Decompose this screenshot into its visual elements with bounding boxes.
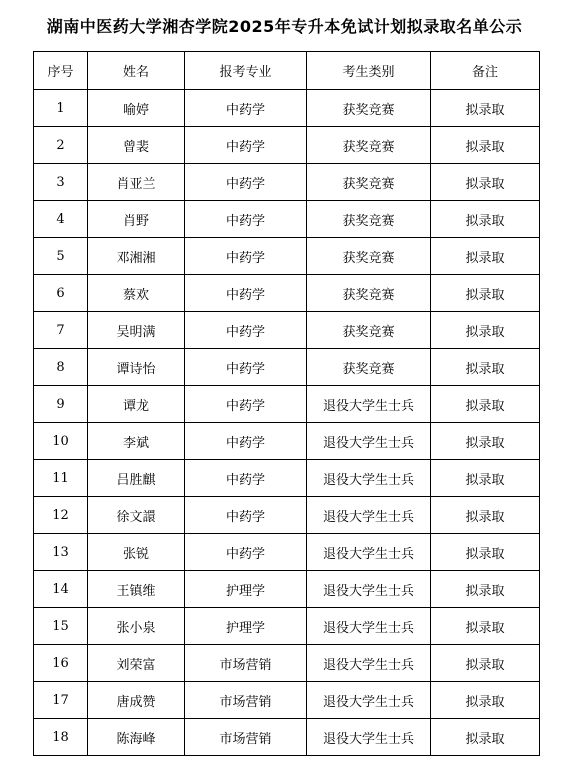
cell-name: 唐成赞 xyxy=(88,682,185,719)
table-row xyxy=(34,164,540,201)
cell-major: 中药学 xyxy=(185,460,307,497)
cell-remark: 拟录取 xyxy=(431,571,540,608)
cell-major: 护理学 xyxy=(185,608,307,645)
cell-remark: 拟录取 xyxy=(431,386,540,423)
cell-category: 退役大学生士兵 xyxy=(307,423,431,460)
cell-remark: 拟录取 xyxy=(431,423,540,460)
cell-index: 17 xyxy=(34,682,88,719)
cell-major: 中药学 xyxy=(185,164,307,201)
cell-name: 肖野 xyxy=(88,201,185,238)
cell-name: 吴明满 xyxy=(88,312,185,349)
cell-category: 获奖竞赛 xyxy=(307,312,431,349)
cell-remark: 拟录取 xyxy=(431,127,540,164)
cell-category: 退役大学生士兵 xyxy=(307,571,431,608)
table-row xyxy=(34,460,540,497)
table-row xyxy=(34,127,540,164)
cell-category: 获奖竞赛 xyxy=(307,275,431,312)
table-row xyxy=(34,90,540,127)
cell-category: 获奖竞赛 xyxy=(307,164,431,201)
cell-name: 王镇维 xyxy=(88,571,185,608)
cell-major: 中药学 xyxy=(185,201,307,238)
admission-table xyxy=(33,51,540,756)
cell-category: 退役大学生士兵 xyxy=(307,608,431,645)
cell-remark: 拟录取 xyxy=(431,90,540,127)
cell-remark: 拟录取 xyxy=(431,460,540,497)
cell-index: 10 xyxy=(34,423,88,460)
cell-index: 6 xyxy=(34,275,88,312)
cell-name: 陈海峰 xyxy=(88,719,185,756)
table-row xyxy=(34,682,540,719)
cell-category: 获奖竞赛 xyxy=(307,238,431,275)
cell-name: 张小泉 xyxy=(88,608,185,645)
cell-name: 张锐 xyxy=(88,534,185,571)
cell-index: 1 xyxy=(34,90,88,127)
cell-remark: 拟录取 xyxy=(431,534,540,571)
header-remark: 备注 xyxy=(431,52,540,90)
cell-name: 蔡欢 xyxy=(88,275,185,312)
cell-index: 4 xyxy=(34,201,88,238)
cell-major: 中药学 xyxy=(185,423,307,460)
cell-category: 获奖竞赛 xyxy=(307,349,431,386)
cell-remark: 拟录取 xyxy=(431,238,540,275)
cell-index: 9 xyxy=(34,386,88,423)
header-name: 姓名 xyxy=(88,52,185,90)
table-row xyxy=(34,608,540,645)
cell-index: 14 xyxy=(34,571,88,608)
cell-major: 中药学 xyxy=(185,90,307,127)
cell-index: 3 xyxy=(34,164,88,201)
cell-name: 邓湘湘 xyxy=(88,238,185,275)
cell-remark: 拟录取 xyxy=(431,497,540,534)
cell-major: 中药学 xyxy=(185,497,307,534)
cell-category: 退役大学生士兵 xyxy=(307,497,431,534)
table-row xyxy=(34,312,540,349)
table-row xyxy=(34,423,540,460)
table-row xyxy=(34,719,540,756)
cell-category: 获奖竞赛 xyxy=(307,90,431,127)
cell-major: 中药学 xyxy=(185,386,307,423)
table-row xyxy=(34,534,540,571)
cell-remark: 拟录取 xyxy=(431,275,540,312)
cell-major: 中药学 xyxy=(185,312,307,349)
cell-name: 吕胜麒 xyxy=(88,460,185,497)
cell-index: 2 xyxy=(34,127,88,164)
cell-category: 退役大学生士兵 xyxy=(307,719,431,756)
cell-category: 退役大学生士兵 xyxy=(307,534,431,571)
table-header xyxy=(34,52,540,90)
cell-index: 16 xyxy=(34,645,88,682)
cell-index: 11 xyxy=(34,460,88,497)
cell-category: 退役大学生士兵 xyxy=(307,645,431,682)
header-index: 序号 xyxy=(34,52,88,90)
table-body xyxy=(34,90,540,756)
cell-major: 中药学 xyxy=(185,127,307,164)
cell-major: 中药学 xyxy=(185,534,307,571)
table-row xyxy=(34,201,540,238)
cell-name: 谭龙 xyxy=(88,386,185,423)
cell-index: 12 xyxy=(34,497,88,534)
table-row xyxy=(34,238,540,275)
cell-index: 15 xyxy=(34,608,88,645)
header-category: 考生类别 xyxy=(307,52,431,90)
table-row xyxy=(34,497,540,534)
header-row xyxy=(34,52,540,90)
cell-remark: 拟录取 xyxy=(431,201,540,238)
cell-index: 18 xyxy=(34,719,88,756)
cell-remark: 拟录取 xyxy=(431,312,540,349)
cell-remark: 拟录取 xyxy=(431,164,540,201)
header-major: 报考专业 xyxy=(185,52,307,90)
cell-major: 护理学 xyxy=(185,571,307,608)
cell-major: 中药学 xyxy=(185,275,307,312)
cell-name: 喻婷 xyxy=(88,90,185,127)
cell-name: 肖亚兰 xyxy=(88,164,185,201)
cell-category: 退役大学生士兵 xyxy=(307,682,431,719)
table-row xyxy=(34,645,540,682)
cell-index: 5 xyxy=(34,238,88,275)
cell-remark: 拟录取 xyxy=(431,645,540,682)
table-row xyxy=(34,571,540,608)
cell-index: 13 xyxy=(34,534,88,571)
cell-index: 8 xyxy=(34,349,88,386)
table-row xyxy=(34,349,540,386)
cell-name: 谭诗怡 xyxy=(88,349,185,386)
cell-index: 7 xyxy=(34,312,88,349)
cell-name: 李斌 xyxy=(88,423,185,460)
cell-remark: 拟录取 xyxy=(431,719,540,756)
cell-category: 获奖竞赛 xyxy=(307,127,431,164)
cell-name: 曾裴 xyxy=(88,127,185,164)
cell-category: 获奖竞赛 xyxy=(307,201,431,238)
cell-name: 徐文譞 xyxy=(88,497,185,534)
cell-remark: 拟录取 xyxy=(431,682,540,719)
page-title: 湖南中医药大学湘杏学院2025年专升本免试计划拟录取名单公示 xyxy=(46,17,523,36)
table-row xyxy=(34,386,540,423)
cell-major: 中药学 xyxy=(185,238,307,275)
cell-remark: 拟录取 xyxy=(431,349,540,386)
cell-category: 退役大学生士兵 xyxy=(307,460,431,497)
table-row xyxy=(34,275,540,312)
cell-name: 刘荣富 xyxy=(88,645,185,682)
cell-major: 市场营销 xyxy=(185,682,307,719)
cell-major: 中药学 xyxy=(185,349,307,386)
cell-major: 市场营销 xyxy=(185,645,307,682)
cell-category: 退役大学生士兵 xyxy=(307,386,431,423)
cell-major: 市场营销 xyxy=(185,719,307,756)
cell-remark: 拟录取 xyxy=(431,608,540,645)
